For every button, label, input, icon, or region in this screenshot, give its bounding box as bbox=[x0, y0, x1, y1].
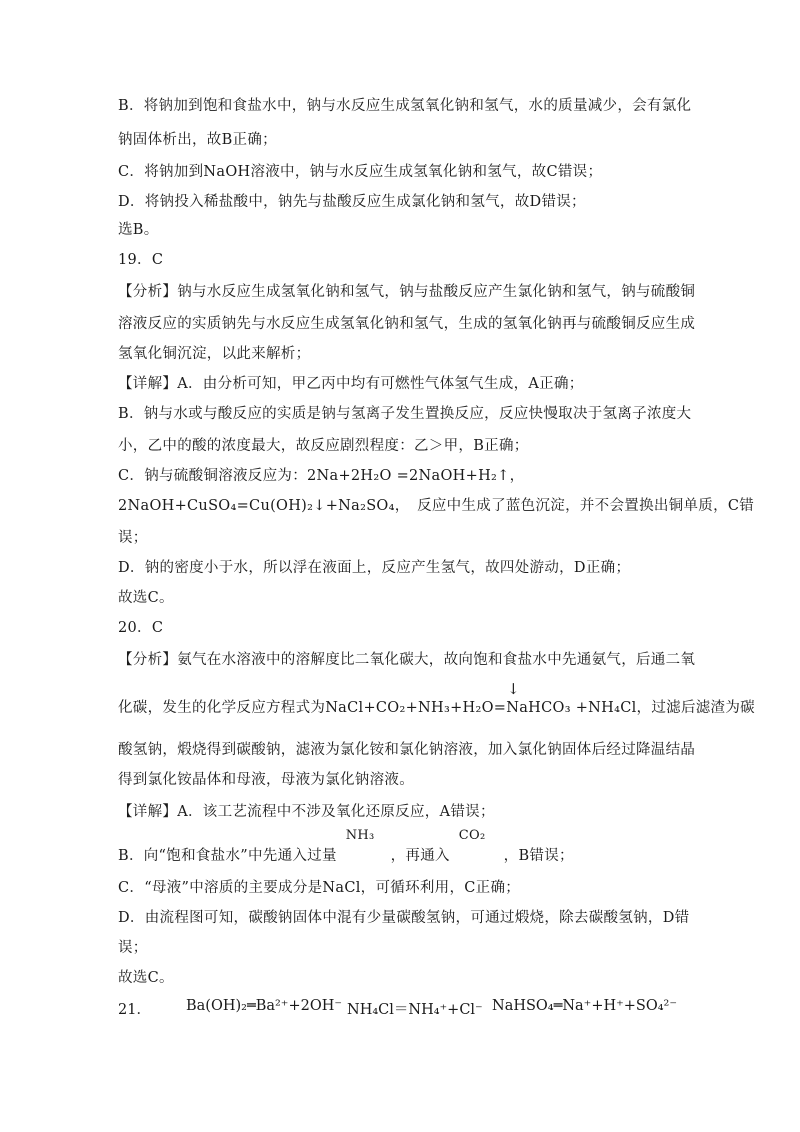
text-line: C．“母液”中溶质的主要成分是NaCl，可循环利用，C正确； bbox=[118, 880, 521, 896]
line-part: B．向“饱和食盐水”中先通入过量 bbox=[118, 848, 337, 864]
text-line: 【详解】A．由分析可知，甲乙丙中均有可燃性气体氢气生成，A正确； bbox=[118, 376, 584, 392]
text-line: 溶液反应的实质钠先与水反应生成氢氧化钠和氢气，生成的氢氧化钠再与硫酸铜反应生成 bbox=[118, 316, 696, 332]
ionization-equation: NH₄Cl＝NH₄⁺+Cl⁻ bbox=[347, 1002, 483, 1018]
text-line: 故选C。 bbox=[118, 970, 174, 986]
formula-co2: CO₂ bbox=[458, 828, 486, 843]
text-line: 误； bbox=[118, 940, 148, 956]
text-line: D．由流程图可知，碳酸钠固体中混有少量碳酸氢钠，可通过煅烧，除去碳酸氢钠，D错 bbox=[118, 910, 690, 926]
question-number: 21． bbox=[118, 1002, 151, 1018]
question-number: 19．C bbox=[118, 252, 164, 268]
line-part: ，再通入 bbox=[390, 848, 450, 864]
text-line bbox=[118, 828, 574, 866]
equation-line: 化碳，发生的化学反应方程式为NaCl+CO₂+NH₃+H₂O=NaHCO₃ +NH₄Cl，过滤后滤渣为碳 bbox=[118, 700, 755, 716]
precipitate-arrow: ↓ bbox=[507, 680, 520, 698]
formula-nh3: NH₃ bbox=[345, 828, 375, 843]
text-line: 选B。 bbox=[118, 222, 159, 238]
text-line: 钠固体析出，故B正确； bbox=[118, 132, 277, 148]
text-line: D．将钠投入稀盐酸中，钠先与盐酸反应生成氯化钠和氢气，故D错误； bbox=[118, 194, 586, 210]
question-21 bbox=[0, 998, 800, 1022]
text-line: 小，乙中的酸的浓度最大，故反应剧烈程度：乙＞甲，B正确； bbox=[118, 438, 529, 454]
ionization-equation: Ba(OH)₂═Ba²⁺+2OH⁻ bbox=[186, 998, 343, 1014]
text-line: C．将钠加到NaOH溶液中，钠与水反应生成氢氧化钠和氢气，故C错误； bbox=[118, 164, 603, 180]
question-number: 20．C bbox=[118, 620, 164, 636]
text-line: 【详解】A．该工艺流程中不涉及氧化还原反应，A错误； bbox=[118, 804, 495, 820]
text-line: 氢氧化铜沉淀，以此来解析； bbox=[118, 346, 311, 362]
equation-line: C．钠与硫酸铜溶液反应为：2Na+2H₂O =2NaOH+H₂↑， bbox=[118, 468, 525, 484]
text-line: D．钠的密度小于水，所以浮在液面上，反应产生氢气，故四处游动，D正确； bbox=[118, 560, 631, 576]
text-line: 【分析】钠与水反应生成氢氧化钠和氢气，钠与盐酸反应产生氯化钠和氢气，钠与硫酸铜 bbox=[118, 284, 696, 300]
text-line: 故选C。 bbox=[118, 590, 174, 606]
text-line: 误； bbox=[118, 530, 148, 546]
line-part: ，B错误； bbox=[503, 848, 574, 864]
text-line: 得到氯化铵晶体和母液，母液为氯化钠溶液。 bbox=[118, 772, 414, 788]
text-line: 【分析】氨气在水溶液中的溶解度比二氧化碳大，故向饱和食盐水中先通氨气，后通二氧 bbox=[118, 652, 696, 668]
text-line: B．钠与水或与酸反应的实质是钠与氢离子发生置换反应，反应快慢取决于氢离子浓度大 bbox=[118, 406, 692, 422]
text-line: 酸氢钠，煅烧得到碳酸钠，滤液为氯化铵和氯化钠溶液，加入氯化钠固体后经过降温结晶 bbox=[118, 742, 696, 758]
equation-line: 2NaOH+CuSO₄=Cu(OH)₂↓+Na₂SO₄， 反应中生成了蓝色沉淀，并不会置换出铜单质，C错 bbox=[118, 498, 755, 514]
ionization-equation: NaHSO₄═Na⁺+H⁺+SO₄²⁻ bbox=[492, 998, 678, 1014]
text-line: B．将钠加到饱和食盐水中，钠与水反应生成氢氧化钠和氢气，水的质量减少，会有氯化 bbox=[118, 98, 692, 114]
